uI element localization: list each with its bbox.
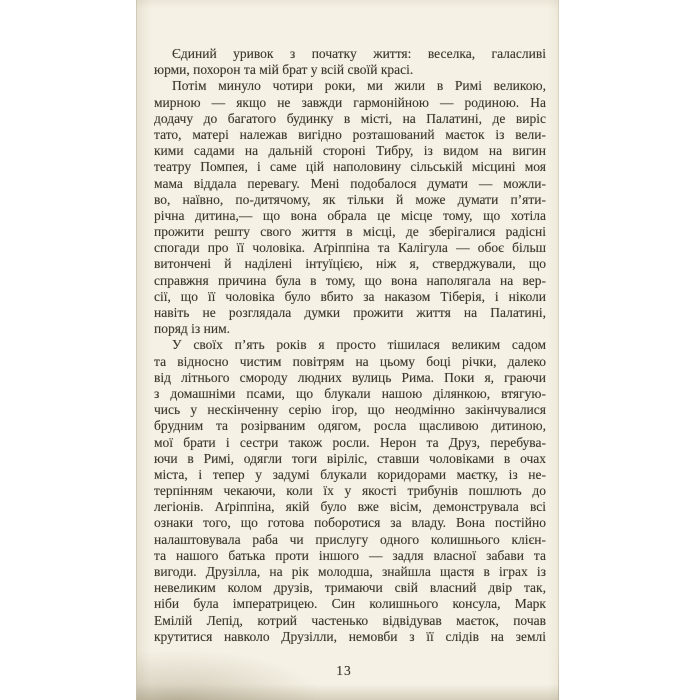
text-line: сії, що її чоловіка було вбито за наказом Тіберія, і ніколи bbox=[154, 288, 546, 304]
text-line: від літнього смороду людних вулиць Рима. Поки я, граючи bbox=[154, 369, 546, 385]
page-number: 13 bbox=[336, 663, 352, 678]
text-line: ознаки того, що готова поборотися за владу. Вона постійно bbox=[154, 515, 546, 531]
text-line: чись у нескінченну серію ігор, що неодмінно закінчувалися bbox=[154, 402, 546, 418]
text-line: міста, і тепер у задумі блукали коридорами маєтку, із не- bbox=[154, 466, 546, 482]
text-line: та нашого батька проти іншого — задля власної забави та bbox=[154, 547, 546, 563]
text-line: мої брати і сестри також росли. Нерон та Друз, перебува- bbox=[154, 434, 546, 450]
text-line: невеликим колом друзів, тримаючи свій власний двір так, bbox=[154, 580, 546, 596]
text-line: во, наївно, по-дитячому, як тільки й може думати п’яти- bbox=[154, 191, 546, 207]
text-line: та відносно чистим повітрям на цьому боці річки, далеко bbox=[154, 353, 546, 369]
text-line: брудним та розірваним одягом, росла щасливою дитиною, bbox=[154, 418, 546, 434]
text-line: витончені й наділені інтуїцією, ніж я, стверджували, що bbox=[154, 256, 546, 272]
text-line: ючи в Римі, одягли тоги віріліс, ставши чоловіками в очах bbox=[154, 450, 546, 466]
text-line: справжня причина була в тому, що вона наполягала на вер- bbox=[154, 272, 546, 288]
book-page bbox=[136, 0, 559, 700]
text-line: вигоди. Друзілла, на рік молодша, знайшла щастя в іграх із bbox=[154, 564, 546, 579]
text-line: річна дитина,— що вона обрала це місце тому, що хотіла bbox=[154, 207, 546, 223]
text-line: тато, матері належав вигідно розташований маєток із вели- bbox=[154, 126, 546, 142]
text-line: терпінням чекаючи, коли їх у якості трибунів пошлють до bbox=[154, 483, 546, 499]
text-line: Емілій Лепід, котрий частенько відвідував маєток, почав bbox=[154, 612, 546, 628]
text-line: мама віддала перевагу. Мені подобалося думати — можли- bbox=[154, 175, 546, 191]
text-line: театру Помпея, і саме цій наполовину сільській місцині моя bbox=[154, 159, 546, 175]
text-line: налаштовувала раба чи прислугу одного колишнього клієн- bbox=[154, 531, 546, 547]
text-line: юрми, похорон та мій брат у всій своїй красі. bbox=[154, 62, 414, 78]
text-line: спогади про її чоловіка. Аґріппіна та Калігула — обоє більш bbox=[154, 240, 546, 256]
text-line: У своїх п’ять років я просто тішилася великим садом bbox=[172, 337, 546, 353]
text-line: ніби була імператрицею. Син колишнього консула, Марк bbox=[154, 596, 546, 612]
text-line: Єдиний уривок з початку життя: веселка, галасливі bbox=[172, 46, 546, 61]
text-line: навіть не розглядала думки прожити життя на Палатині, bbox=[154, 305, 546, 320]
text-line: Потім минуло чотири роки, ми жили в Римі великою, bbox=[172, 78, 546, 94]
text-line: кими садами на дальній стороні Тибру, із видом на вигин bbox=[154, 143, 546, 159]
text-line: легіонів. Аґріппіна, якій було вже вісім, демонструвала всі bbox=[154, 499, 546, 515]
page-text bbox=[154, 46, 546, 645]
text-line: прожити решту свого життя в місці, де зберігалися радісні bbox=[154, 224, 546, 240]
text-line: крутитися навколо Друзілли, немовби з її слідів на землі bbox=[154, 628, 546, 644]
text-line: додачу до багатого будинку в місті, на Палатині, де виріс bbox=[154, 110, 546, 126]
text-line: з домашніми псами, що блукали нашою ділянкою, втягую- bbox=[154, 385, 546, 401]
text-line: мирною — якщо не завжди гармонійною — родиною. На bbox=[154, 94, 546, 110]
text-line: поряд із ним. bbox=[154, 321, 231, 337]
